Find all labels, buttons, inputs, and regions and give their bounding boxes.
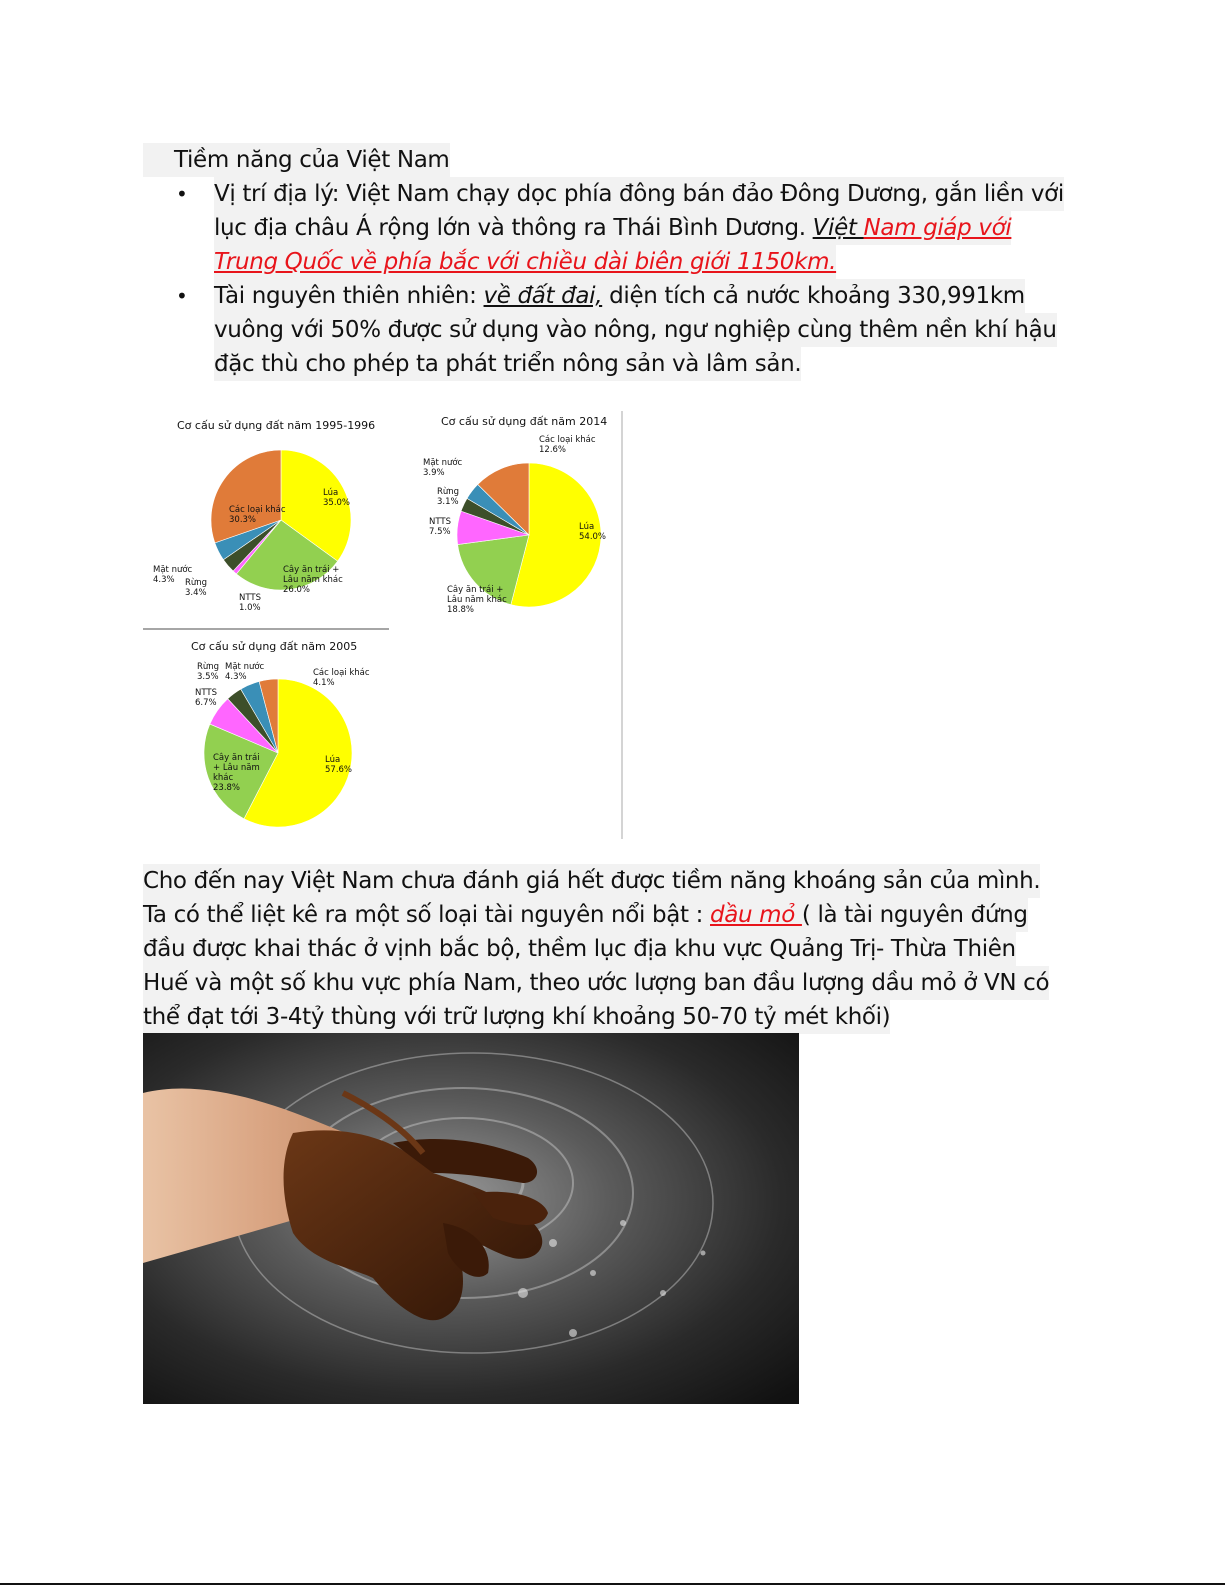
- slice-label-rung: [197, 662, 219, 682]
- slice-label-line: 6.7%: [195, 698, 217, 708]
- paragraph-line2-text: Ta có thể liệt kê ra một số loại tài nguyên nổi bật :: [143, 902, 710, 928]
- slice-label-line: Các loại khác: [313, 668, 370, 678]
- slice-label-line: khác: [213, 773, 234, 783]
- slice-label-line: Lúa: [323, 488, 339, 498]
- slice-label-line: Lúa: [579, 522, 595, 532]
- slice-label-line: Các loại khác: [229, 505, 286, 515]
- slice-label-line: 57.6%: [325, 765, 353, 775]
- slice-label-cac-loai-khac: [313, 668, 370, 688]
- slice-label-line: 26.0%: [283, 585, 311, 595]
- slice-label-line: 18.8%: [447, 605, 475, 615]
- slice-label-line: 4.3%: [225, 672, 247, 682]
- slice-label-lua: [323, 488, 350, 508]
- bullet1-line2: [214, 211, 1011, 245]
- slice-label-ntts: [195, 688, 217, 708]
- slice-label-line: 3.1%: [437, 497, 459, 507]
- slice-label-line: + Lâu năm: [213, 763, 260, 773]
- slice-label-line: 3.9%: [423, 468, 445, 478]
- chart-title: Cơ cấu sử dụng đất năm 2005: [191, 640, 358, 653]
- bullet2-line2: vuông với 50% được sử dụng vào nông, ngư nghiệp cùng thêm nền khí hậu: [214, 313, 1057, 347]
- slice-label-line: Rừng: [437, 487, 460, 497]
- slice-label-line: Lúa: [325, 755, 341, 765]
- slice-label-line: 4.1%: [313, 678, 335, 688]
- slice-label-cay-an-trai: [283, 565, 343, 595]
- slice-label-line: Rừng: [197, 662, 220, 672]
- slice-label-line: 1.0%: [239, 603, 261, 613]
- slice-label-line: Mặt nước: [153, 565, 193, 575]
- slice-label-rung: [185, 578, 207, 598]
- slice-label-line: Mặt nước: [225, 662, 265, 672]
- oil-hand-icon: [143, 1033, 799, 1404]
- slice-label-ntts: [429, 517, 451, 537]
- bullet2-line1-text: Tài nguyên thiên nhiên:: [214, 283, 484, 309]
- slice-label-line: 7.5%: [429, 527, 451, 537]
- paragraph-line1: Cho đến nay Việt Nam chưa đánh giá hết được tiềm năng khoáng sản của mình.: [143, 864, 1040, 898]
- paragraph-line2: [143, 898, 1028, 932]
- slice-label-line: 35.0%: [323, 498, 351, 508]
- land-use-pie-charts: [143, 407, 625, 839]
- oil-link-text: dầu mỏ: [710, 902, 802, 928]
- bullet2-line1: [214, 279, 1025, 313]
- paragraph-line2-rest: ( là tài nguyên đứng: [801, 902, 1028, 928]
- land-use-charts-image: [143, 407, 625, 839]
- slice-label-line: 30.3%: [229, 515, 257, 525]
- bullet1-red-text: Nam giáp với: [863, 215, 1012, 241]
- bullet2-line1-rest: diện tích cả nước khoảng 330,991km: [602, 283, 1025, 309]
- slice-label-cac-loai-khac: [539, 435, 596, 455]
- bullet-marker: •: [176, 284, 188, 308]
- slice-label-line: Rừng: [185, 578, 208, 588]
- bullet1-line2-text: lục địa châu Á rộng lớn và thông ra Thái Bình Dương.: [214, 215, 813, 241]
- heading-text: Tiềm năng của Việt Nam: [174, 147, 450, 173]
- bullet1-underlined-text: Việt: [812, 215, 864, 241]
- slice-label-rung: [437, 487, 459, 507]
- slice-label-line: Mặt nước: [423, 458, 463, 468]
- slice-label-line: 12.6%: [539, 445, 567, 455]
- paragraph-line4: Huế và một số khu vực phía Nam, theo ước lượng ban đầu lượng dầu mỏ ở VN có: [143, 966, 1049, 1000]
- slice-label-cay-an-trai: [447, 585, 507, 615]
- slice-label-ntts: [239, 593, 261, 613]
- slice-label-line: Các loại khác: [539, 435, 596, 445]
- bullet2-underlined-text: về đất đai,: [483, 283, 603, 309]
- slice-label-line: Lâu năm khác: [447, 595, 507, 605]
- slice-label-line: NTTS: [429, 517, 451, 527]
- bullet1-line1: Vị trí địa lý: Việt Nam chạy dọc phía đông bán đảo Đông Dương, gắn liền với: [214, 177, 1064, 211]
- slice-label-line: Cây ăn trái +: [447, 585, 504, 595]
- slice-label-mat-nuoc: [225, 661, 265, 682]
- slice-label-line: 3.5%: [197, 672, 219, 682]
- bullet-marker: •: [176, 182, 188, 206]
- chart-title: Cơ cấu sử dụng đất năm 2014: [441, 415, 608, 428]
- slice-label-line: 54.0%: [579, 532, 607, 542]
- slice-label-line: Cây ăn trái +: [283, 565, 340, 575]
- bullet2-line3: đặc thù cho phép ta phát triển nông sản và lâm sản.: [214, 347, 801, 381]
- paragraph-line5: thể đạt tới 3-4tỷ thùng với trữ lượng khí khoảng 50-70 tỷ mét khối): [143, 1000, 890, 1034]
- slice-label-line: NTTS: [239, 593, 261, 603]
- slice-label-line: 23.8%: [213, 783, 241, 793]
- slice-label-line: 3.4%: [185, 588, 207, 598]
- slice-label-lua: [579, 522, 606, 542]
- slice-label-line: 4.3%: [153, 575, 175, 585]
- slice-label-mat-nuoc: [423, 457, 463, 478]
- slice-label-line: Cây ăn trái: [213, 753, 260, 763]
- paragraph-line3: đầu được khai thác ở vịnh bắc bộ, thềm lục địa khu vực Quảng Trị- Thừa Thiên: [143, 932, 1016, 966]
- oil-hand-photo: [143, 1033, 799, 1404]
- section-heading: [143, 143, 450, 177]
- slice-label-line: NTTS: [195, 688, 217, 698]
- bullet1-line3: Trung Quốc về phía bắc với chiều dài biên giới 1150km.: [214, 245, 836, 279]
- chart-title: Cơ cấu sử dụng đất năm 1995-1996: [177, 419, 376, 432]
- slice-label-line: Lâu năm khác: [283, 575, 343, 585]
